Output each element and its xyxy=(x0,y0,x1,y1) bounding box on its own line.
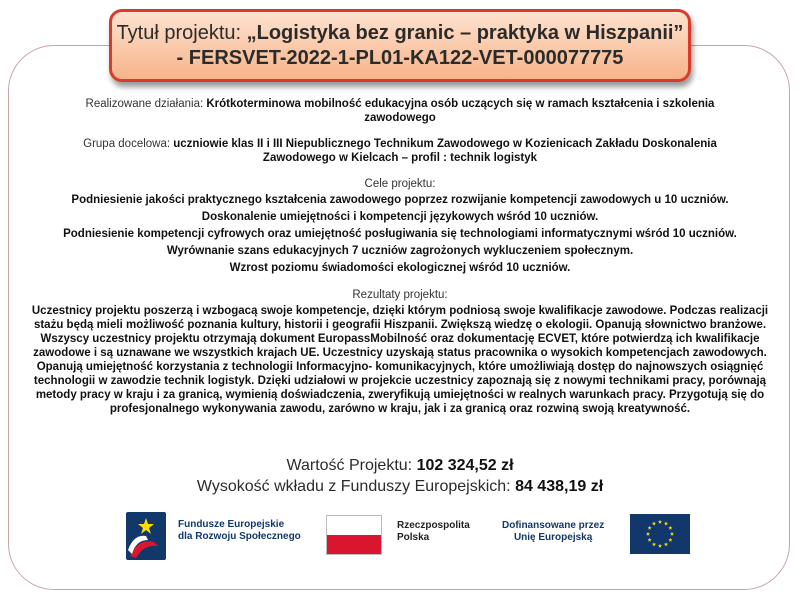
fundusze-europejskie-label xyxy=(178,519,301,543)
target-group-label: Grupa docelowa: xyxy=(83,138,174,150)
goal-item: Wzrost poziomu świadomości ekologicznej wśród 10 uczniów. xyxy=(229,262,571,274)
goal-item: Doskonalenie umiejętności i kompetencji językowych wśród 10 uczniów. xyxy=(201,211,599,223)
project-content xyxy=(20,97,780,416)
eu-contribution-label: Wysokość wkładu z Funduszy Europejskich: xyxy=(196,478,516,495)
project-value-label: Wartość Projektu: xyxy=(286,457,417,474)
project-value-amount: 102 324,52 zł xyxy=(416,457,514,474)
logos-bar xyxy=(114,505,714,575)
rp-line-1: Rzeczpospolita xyxy=(397,520,470,531)
eu-contribution-line xyxy=(0,476,800,497)
fe-line-1: Fundusze Europejskie xyxy=(178,519,285,530)
goal-item: Podniesienie jakości praktycznego kształcenia zawodowego poprzez rozwijanie kompetencji zawodowych u 10 uczniów. xyxy=(71,194,729,206)
eu-flag-icon xyxy=(630,514,690,554)
results-heading: Rezultaty projektu: xyxy=(352,289,448,301)
project-title-line xyxy=(112,21,688,45)
actions-label: Realizowane działania: xyxy=(85,98,207,110)
target-group-paragraph xyxy=(50,137,750,165)
project-code: - FERSVET-2022-1-PL01-KA122-VET-000077775 xyxy=(176,47,624,69)
eu-funding-label xyxy=(502,520,604,544)
actions-paragraph xyxy=(50,97,750,125)
target-group-value: uczniowie klas II i III Niepublicznego Technikum Zawodowego w Kozienicach Zakładu Doskonalenia Zawodowego w Kielcach – profil : technik logistyk xyxy=(173,138,717,164)
rzeczpospolita-label xyxy=(397,520,470,544)
poland-flag-icon xyxy=(326,515,382,555)
project-title-prefix: Tytuł projektu: xyxy=(116,22,247,44)
rp-line-2: Polska xyxy=(397,532,430,543)
goal-item: Wyrównanie szans edukacyjnych 7 uczniów zagrożonych wykluczeniem społecznym. xyxy=(166,245,634,257)
goal-item: Podniesienie kompetencji cyfrowych oraz umiejętność posługiwania się technologiami informatycznymi wśród 10 uczniów. xyxy=(63,228,737,240)
goals-heading: Cele projektu: xyxy=(364,178,436,190)
funding-summary xyxy=(0,455,800,497)
project-value-line xyxy=(0,455,800,476)
results-text: Uczestnicy projektu poszerzą i wzbogacą swoje kompetencje, dzięki którym podniosą swoje kwalifikacje zawodowe. Podczas realizacji stażu będą mieli możliwość poznania kultury, historii i geografii Hiszpanii. Zwiększą wiedzę o ekologii. Opanują słownictwo branżowe. Wszyscy uczestnicy projektu otrzymają dokument EuropassMobilność oraz dokumentację ECVET, które potwierdzą ich kwalifikacje zawodowe i są uznawane we wszystkich krajach UE. Uczestnicy uzyskają status pracownika o wysokich kompetencjach zawodowych. Opanują umiejętność korzystania z technologii Informacyjno- komunikacyjnych, które umożliwiają dostęp do najnowszych osiągnięć technologii w zawodzie technik logistyk. Dzięki udziałowi w projekcie uczestnicy zapoznają się z nowymi technikami pracy, porównają metody pracy w kraju i za granicą, wymienią doświadczenia, zweryfikują umiejętności w realnych warunkach pracy. Przygotują się do profesjonalnego wykonywania zawodu, zarówno w kraju, jak i za granicą oraz rozwiną swoją kreatywność. xyxy=(31,305,769,415)
eu-line-1: Dofinansowane przez xyxy=(502,520,605,531)
fe-line-2: dla Rozwoju Społecznego xyxy=(178,531,301,542)
project-title-name: „Logistyka bez granic – praktyka w Hiszpanii” xyxy=(246,22,684,44)
project-title-box xyxy=(109,9,691,82)
eu-contribution-amount: 84 438,19 zł xyxy=(515,478,604,495)
fundusze-europejskie-logo-icon xyxy=(124,510,168,562)
eu-line-2: Unię Europejską xyxy=(513,532,593,543)
actions-value: Krótkoterminowa mobilność edukacyjna osób uczących się w ramach kształcenia i szkolenia zawodowego xyxy=(206,98,715,124)
